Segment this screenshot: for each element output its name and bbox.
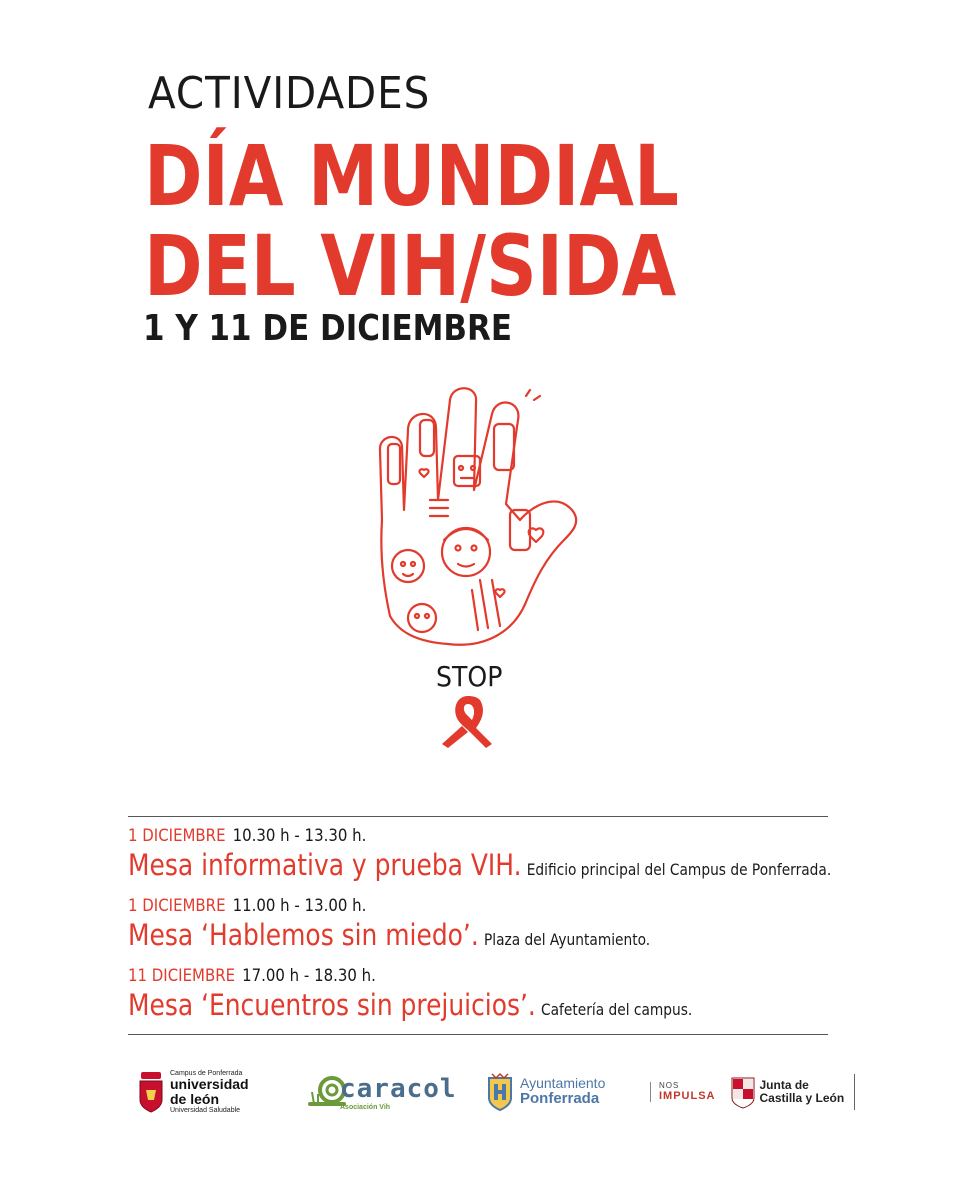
ayuntamiento-ponferrada-logo — [486, 1062, 605, 1122]
caracol-wordmark: caracol — [340, 1073, 457, 1104]
event-title: Mesa ‘Encuentros sin prejuicios’. — [128, 988, 536, 1022]
ayto-line1: Ayuntamiento — [520, 1075, 606, 1092]
event-time: 11.00 h - 13.00 h. — [232, 896, 367, 916]
event-dates: 1 Y 11 DE DICIEMBRE — [143, 308, 513, 349]
ule-name-line1: universidad — [170, 1076, 249, 1093]
impulsa-label: IMPULSA — [659, 1090, 716, 1103]
event-place: Edificio principal del Campus de Ponferrada. — [526, 860, 832, 879]
castilla-leon-shield-icon — [730, 1074, 756, 1110]
jcyl-line1: Junta de — [759, 1077, 809, 1092]
jcyl-line2: Castilla y León — [759, 1091, 845, 1105]
event-date: 1 DICIEMBRE — [128, 826, 226, 846]
caracol-logo — [308, 1062, 457, 1122]
stop-caption: STOP — [436, 660, 503, 693]
event-place: Plaza del Ayuntamiento. — [483, 930, 651, 949]
bottom-divider — [128, 1034, 828, 1035]
event-time: 10.30 h - 13.30 h. — [232, 826, 367, 846]
kicker-title: ACTIVIDADES — [148, 68, 431, 119]
ayto-line2: Ponferrada — [520, 1090, 600, 1108]
ponferrada-shield-icon — [486, 1072, 514, 1112]
headline-line-1: DÍA MUNDIAL — [144, 127, 679, 225]
hand-with-faces-icon — [360, 380, 600, 660]
event-item-1 — [128, 826, 848, 882]
event-date: 1 DICIEMBRE — [128, 896, 226, 916]
nos-label: NOS — [659, 1080, 680, 1090]
headline-line-2: DEL VIH/SIDA — [144, 217, 677, 315]
event-date: 11 DICIEMBRE — [128, 966, 236, 986]
ule-subtitle: Universidad Saludable — [170, 1106, 241, 1114]
ule-campus-label: Campus de Ponferrada — [170, 1069, 243, 1077]
event-item-2 — [128, 896, 848, 952]
junta-castilla-leon-logo — [650, 1062, 855, 1122]
event-item-3 — [128, 966, 848, 1022]
caracol-subtitle: Asociación Vih — [340, 1103, 391, 1111]
top-divider — [128, 816, 828, 817]
ule-name-line2: de león — [170, 1091, 220, 1107]
event-title: Mesa ‘Hablemos sin miedo’. — [128, 918, 479, 952]
event-title: Mesa informativa y prueba VIH. — [128, 848, 522, 882]
logo-divider — [854, 1074, 855, 1110]
red-ribbon-icon — [436, 692, 496, 752]
universidad-leon-logo — [138, 1062, 249, 1122]
event-time: 17.00 h - 18.30 h. — [242, 966, 376, 986]
event-place: Cafetería del campus. — [541, 1000, 693, 1019]
university-crest-icon — [138, 1070, 164, 1114]
